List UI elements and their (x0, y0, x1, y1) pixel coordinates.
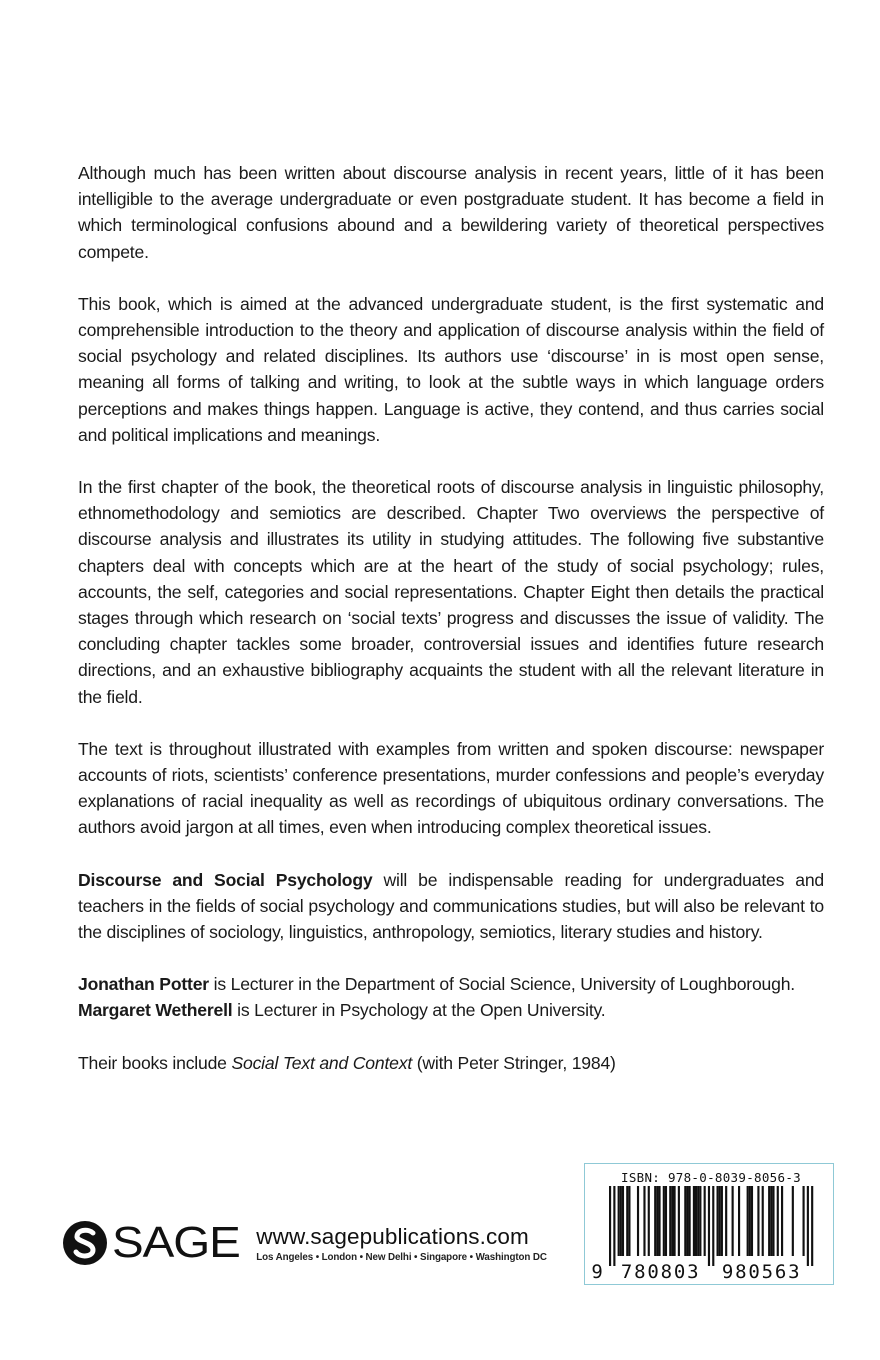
publisher-url: www.sagepublications.com (256, 1223, 529, 1249)
isbn-label: ISBN: 978-0-8039-8056-3 (621, 1170, 801, 1185)
barcode-bar (695, 1186, 697, 1256)
barcode-bar (637, 1186, 639, 1256)
back-cover-text (78, 160, 824, 1102)
blurb-paragraph-5-text: will be indispensable reading for undergraduates and teachers in the fields of social psychology and communications studies, but will also be relevant to the disciplines of sociology, linguistics, anthropology, semiotics, literary studies and history. (78, 869, 824, 943)
barcode-bar (792, 1186, 794, 1256)
barcode-bar (721, 1186, 723, 1256)
barcode-bar (807, 1186, 809, 1266)
barcode-bar (699, 1186, 701, 1256)
barcode-bar (628, 1186, 630, 1256)
barcode-bar (725, 1186, 727, 1256)
barcode-bar (712, 1186, 714, 1266)
publisher-info (256, 1224, 547, 1263)
barcode-bar (686, 1186, 688, 1256)
barcode-bar (717, 1186, 719, 1256)
blurb-paragraph-5 (78, 867, 824, 946)
barcode-bar (708, 1186, 710, 1266)
barcode-bar (762, 1186, 764, 1256)
barcode-bar (678, 1186, 680, 1256)
author-bio (78, 971, 824, 997)
author-name: Margaret Wetherell (78, 1000, 233, 1021)
barcode-bar (719, 1186, 721, 1256)
barcode-bar (777, 1186, 779, 1256)
barcode-bar (704, 1186, 706, 1256)
barcode-bar (654, 1186, 656, 1256)
barcode-bar (669, 1186, 671, 1256)
barcode-bars (585, 1164, 833, 1284)
barcode-bar (697, 1186, 699, 1256)
barcode-bar (626, 1186, 628, 1256)
author-name: Jonathan Potter (78, 974, 209, 995)
barcode-bar (772, 1186, 774, 1256)
sage-wordmark: SAGE (112, 1218, 240, 1267)
barcode-bar (663, 1186, 665, 1256)
barcode-bar (620, 1186, 622, 1256)
blurb-paragraph-2: This book, which is aimed at the advanced undergraduate student, is the first systematic and comprehensible introduction to the theory and application of discourse analysis within the field of social psychology and related disciplines. Its authors use ‘discourse’ in is most open sense, meaning all forms of talking and writing, to look at the subtle ways in which language orders perceptions and makes things happen. Language is active, they contend, and thus carries social and political implications and meanings. (78, 293, 824, 445)
isbn-barcode (584, 1163, 834, 1285)
barcode-bar (658, 1186, 660, 1256)
author-description: is Lecturer in Psychology at the Open University. (232, 1000, 606, 1021)
publisher-cities: Los Angeles • London • New Delhi • Singapore • Washington DC (256, 1251, 547, 1263)
barcode-bar (811, 1186, 813, 1266)
barcode-left-digits: 780803 (620, 1261, 701, 1283)
barcode-bar (751, 1186, 753, 1256)
barcode-bar (643, 1186, 645, 1256)
barcode-bar (770, 1186, 772, 1256)
barcode-right-digits: 980563 (721, 1261, 802, 1283)
barcode-bar (757, 1186, 759, 1256)
author-bio (78, 997, 824, 1023)
barcode-bar (656, 1186, 658, 1256)
barcode-first-digit: 9 (591, 1261, 605, 1283)
barcode-bar (781, 1186, 783, 1256)
barcode-bar (671, 1186, 673, 1256)
barcode-bar (693, 1186, 695, 1256)
barcode-bar (618, 1186, 620, 1256)
other-books (78, 1050, 824, 1076)
barcode-bar (613, 1186, 615, 1266)
book-title: Discourse and Social Psychology (78, 869, 373, 890)
blurb-paragraph-3: In the first chapter of the book, the theoretical roots of discourse analysis in linguistic philosophy, ethnomethodology and semiotics are described. Chapter Two overviews the perspective of discourse analysis and illustrates its utility in studying attitudes. The following five substantive chapters deal with concepts which are at the heart of the study of social psychology; rules, accounts, the self, categories and social representations. Chapter Eight then details the practical stages through which research on ‘social texts’ progress and discusses the issue of validity. The concluding chapter tackles some broader, controversial issues and identifies future research directions, and an exhaustive bibliography acquaints the student with all the relevant literature in the field. (78, 477, 824, 707)
author-bios (78, 971, 824, 1023)
barcode-bar (665, 1186, 667, 1256)
publisher-logo (62, 1219, 547, 1267)
barcode-bar (689, 1186, 691, 1256)
barcode-bar (803, 1186, 805, 1256)
other-books-prefix: Their books include (78, 1052, 232, 1073)
barcode-bar (768, 1186, 770, 1256)
barcode-bar (674, 1186, 676, 1256)
barcode-bar (609, 1186, 611, 1266)
barcode-bar (622, 1186, 624, 1256)
barcode-bar (747, 1186, 749, 1256)
blurb-paragraph-1: Although much has been written about discourse analysis in recent years, little of it has been intelligible to the average undergraduate or even postgraduate student. It has become a field in which terminological confusions abound and a bewildering variety of theoretical perspectives compete. (78, 163, 824, 262)
author-description: is Lecturer in the Department of Social Science, University of Loughborough. (208, 974, 795, 995)
barcode-bar (684, 1186, 686, 1256)
barcode-bar (648, 1186, 650, 1256)
sage-logo-icon (62, 1220, 108, 1266)
barcode-bar (749, 1186, 751, 1256)
blurb-paragraph-4: The text is throughout illustrated with examples from written and spoken discourse: newspaper accounts of riots, scientists’ conference presentations, murder confessions and people’s everyday explanations of racial inequality as well as recordings of ubiquitous ordinary conversations. The authors avoid jargon at all times, even when introducing complex theoretical issues. (78, 738, 824, 838)
other-book-title: Social Text and Context (231, 1052, 413, 1073)
barcode-bar (738, 1186, 740, 1256)
other-books-suffix: (with Peter Stringer, 1984) (412, 1052, 616, 1073)
barcode-bar (732, 1186, 734, 1256)
